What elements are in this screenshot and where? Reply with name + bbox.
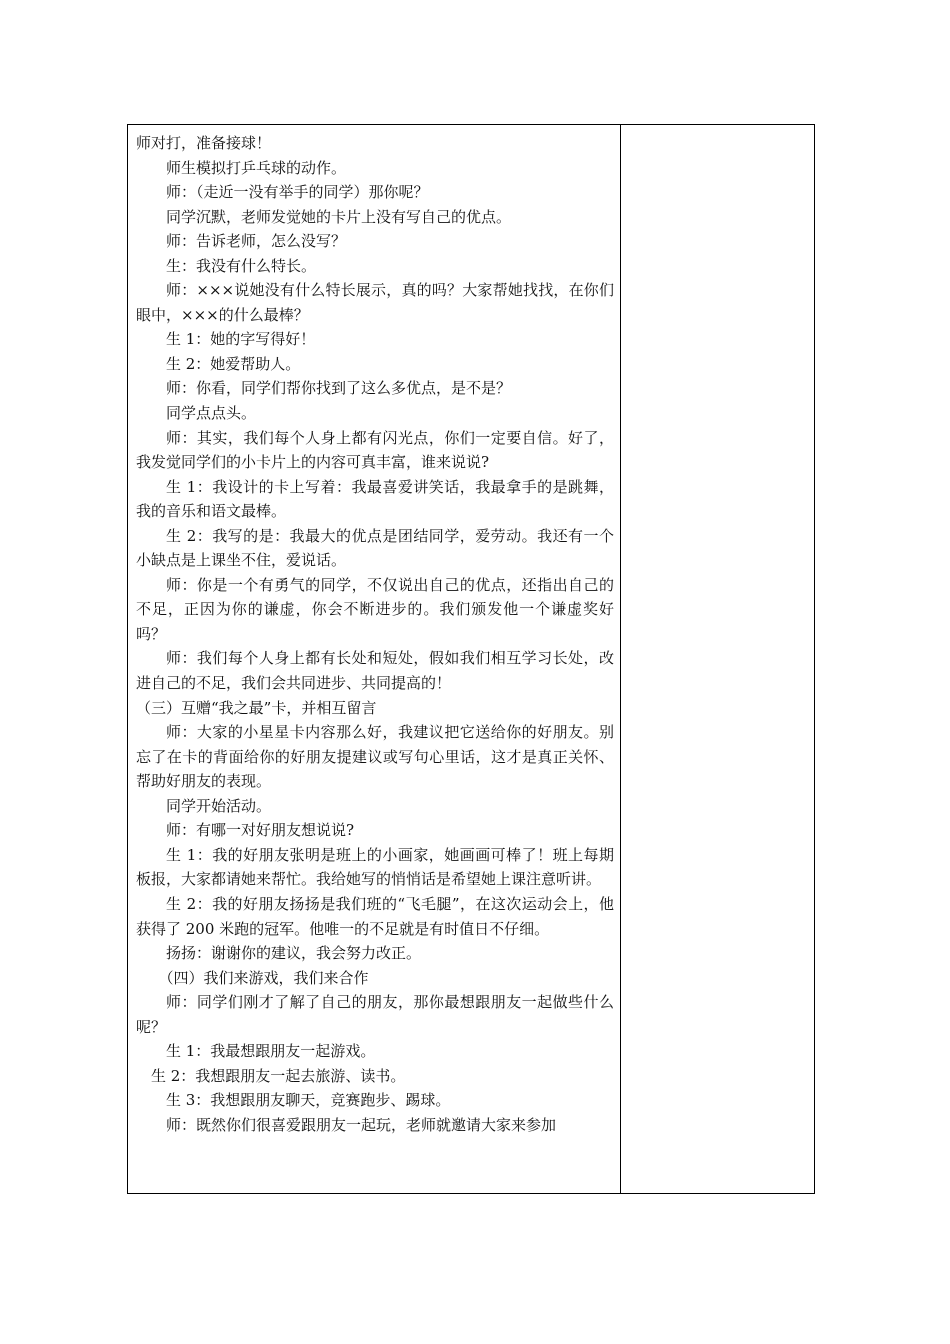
paragraph: 生：我没有什么特长。 xyxy=(166,256,317,275)
paragraph: 生 1：我的好朋友张明是班上的小画家，她画画可棒了！班上每期板报，大家都请她来帮忙。我给她写的悄悄话是希望她上课注意听讲。 xyxy=(136,845,614,889)
paragraph: 师：告诉老师，怎么没写？ xyxy=(166,232,347,251)
paragraph: 师对打，准备接球！ xyxy=(136,134,272,152)
paragraph: 师：我们每个人身上都有长处和短处，假如我们相互学习长处，改进自己的不足，我们会共同进步、共同提高的！ xyxy=(136,649,614,693)
paragraph: 师：大家的小星星卡内容那么好，我建议把它送给你的好朋友。别忘了在卡的背面给你的好朋友提建议或写句心里话，这才是真正关怀、帮助好朋友的表现。 xyxy=(136,723,614,791)
paragraph: 师：其实，我们每个人身上都有闪光点，你们一定要自信。好了，我发觉同学们的小卡片上的内容可真丰富，谁来说说? xyxy=(136,428,614,472)
lesson-content-cell xyxy=(128,125,621,1193)
paragraph: 生 3：我想跟朋友聊天，竞赛跑步、踢球。 xyxy=(166,1091,451,1110)
paragraph: 生 1：我最想跟朋友一起游戏。 xyxy=(166,1042,376,1061)
paragraph: 生 2：我的好朋友扬扬是我们班的“飞毛腿”，在这次运动会上，他获得了 200 米跑的冠军。他唯一的不足就是有时值日不仔细。 xyxy=(136,894,614,938)
lesson-table xyxy=(127,124,815,1194)
paragraph: 生 2：她爱帮助人。 xyxy=(166,354,301,373)
paragraph: 师：×××说她没有什么特长展示，真的吗？大家帮她找找，在你们眼中，×××的什么最棒？ xyxy=(136,281,614,324)
paragraph: 同学点点头。 xyxy=(166,404,257,423)
section-heading: （四）我们来游戏，我们来合作 xyxy=(158,968,369,987)
paragraph: 师：同学们刚才了解了自己的朋友，那你最想跟朋友一起做些什么呢？ xyxy=(136,993,614,1036)
paragraph: 生 2：我写的是：我最大的优点是团结同学，爱劳动。我还有一个小缺点是上课坐不住，爱说话。 xyxy=(136,526,614,570)
paragraph: 扬扬：谢谢你的建议，我会努力改正。 xyxy=(166,944,422,963)
paragraph: 师：你是一个有勇气的同学，不仅说出自己的优点，还指出自己的不足，正因为你的谦虚，你会不断进步的。我们颁发他一个谦虚奖好吗？ xyxy=(136,575,614,643)
section-heading: （三）互赠“我之最”卡，并相互留言 xyxy=(136,698,377,717)
paragraph: 师：你看，同学们帮你找到了这么多优点，是不是？ xyxy=(166,379,512,398)
paragraph: 生 2：我想跟朋友一起去旅游、读书。 xyxy=(151,1066,406,1085)
paragraph: 师生模拟打乒乓球的动作。 xyxy=(166,158,347,177)
paragraph: 同学沉默，老师发觉她的卡片上没有写自己的优点。 xyxy=(166,207,512,226)
paragraph: 同学开始活动。 xyxy=(166,796,272,815)
paragraph: 师：既然你们很喜爱跟朋友一起玩，老师就邀请大家来参加 xyxy=(166,1115,557,1134)
notes-cell xyxy=(621,125,814,1193)
paragraph: 师：有哪一对好朋友想说说? xyxy=(166,821,355,840)
paragraph: 生 1：她的字写得好！ xyxy=(166,330,316,349)
paragraph: 师：（走近一没有举手的同学）那你呢？ xyxy=(166,183,429,202)
paragraph: 生 1：我设计的卡上写着：我最喜爱讲笑话，我最拿手的是跳舞，我的音乐和语文最棒。 xyxy=(136,477,614,521)
